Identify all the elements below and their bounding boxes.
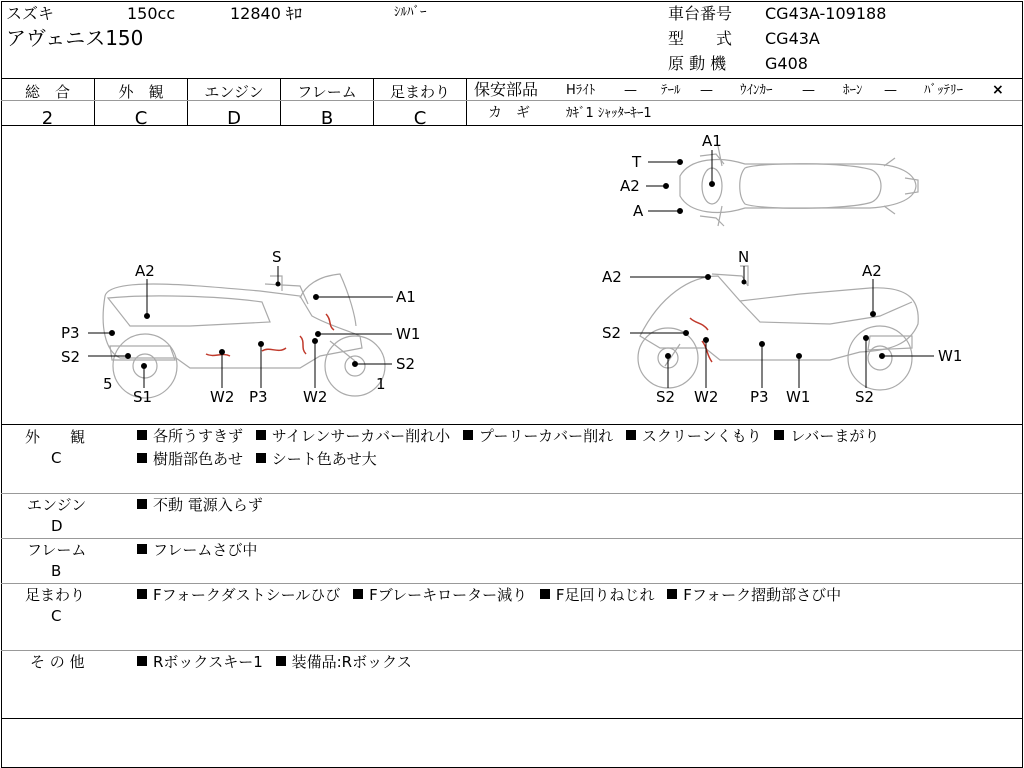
remark-grade: C xyxy=(51,607,62,625)
remark-item: Fブレーキローター減り xyxy=(369,586,528,604)
bullet-icon xyxy=(463,430,473,440)
remark-item: レバーまがり xyxy=(790,427,880,445)
diagram-label: W1 xyxy=(938,347,963,365)
grade-cell-suspension xyxy=(374,79,466,129)
diagram-label: W1 xyxy=(396,325,421,343)
remark-item: フレームさび中 xyxy=(153,541,258,559)
bullet-icon xyxy=(137,430,147,440)
safety-mark: — xyxy=(802,83,815,98)
remark-item: F足回りねじれ xyxy=(555,586,655,604)
scooter-left-view xyxy=(103,274,385,398)
remark-line xyxy=(137,498,263,513)
remark-item: Fフォーク摺動部さび中 xyxy=(683,586,842,604)
remark-line xyxy=(137,655,412,670)
remark-exterior xyxy=(0,425,1022,493)
scooter-right-view xyxy=(638,262,918,390)
grade-label: 外 観 xyxy=(118,83,164,101)
diagram-label: A xyxy=(633,202,644,220)
key-value: ｶｷﾞ1 ｼｬｯﾀｰｷｰ1 xyxy=(566,106,652,121)
diagram-label: 1 xyxy=(376,375,386,393)
damage-marks xyxy=(206,314,712,362)
remark-item: スクリーンくもり xyxy=(641,427,762,445)
displacement: 150cc xyxy=(127,4,176,23)
color: ｼﾙﾊﾞｰ xyxy=(394,5,427,20)
divider xyxy=(467,100,1022,101)
remark-label: 足まわり xyxy=(25,586,86,604)
grade-value: D xyxy=(227,108,241,129)
remark-grade: D xyxy=(51,517,63,535)
remark-item: プーリーカバー削れ xyxy=(478,427,614,445)
diagram-label: A1 xyxy=(396,288,416,306)
safety-item-battery: ﾊﾞｯﾃﾘｰ xyxy=(924,83,963,98)
grade-value: B xyxy=(320,108,334,129)
remark-item: シート色あせ大 xyxy=(271,450,377,468)
divider xyxy=(1,718,1022,719)
diagram-label: W2 xyxy=(210,388,235,406)
remark-engine xyxy=(0,494,1022,538)
safety-item-headlight: Hﾗｲﾄ xyxy=(566,83,596,98)
remark-grade: C xyxy=(51,449,62,467)
diagram-label: A1 xyxy=(702,132,722,150)
diagram-label: P3 xyxy=(750,388,769,406)
remark-suspension xyxy=(0,584,1022,650)
bullet-icon xyxy=(137,499,147,509)
model-name: アヴェニス150 xyxy=(6,26,144,50)
bullet-icon xyxy=(256,453,266,463)
remark-frame xyxy=(0,539,1022,583)
safety-mark: × xyxy=(992,82,1004,98)
bullet-icon xyxy=(540,589,550,599)
remark-item: 樹脂部色あせ xyxy=(153,450,244,468)
bullet-icon xyxy=(667,589,677,599)
bullet-icon xyxy=(774,430,784,440)
bullet-icon xyxy=(137,656,147,666)
safety-item-horn: ﾎｰﾝ xyxy=(843,83,863,98)
diagram-label: A2 xyxy=(620,177,640,195)
engine-value: G408 xyxy=(765,54,808,73)
remark-item: Rボックスキー1 xyxy=(153,653,263,671)
diagram-label: S2 xyxy=(61,348,81,366)
diagram-label: W1 xyxy=(786,388,811,406)
diagram-label: W2 xyxy=(694,388,719,406)
diagram-label: S2 xyxy=(602,324,622,342)
frame-no: CG43A-109188 xyxy=(765,4,887,23)
safety-mark: — xyxy=(624,83,637,98)
grade-label: エンジン xyxy=(204,83,264,101)
diagram-label: S xyxy=(272,248,282,266)
safety-parts-label: 保安部品 xyxy=(474,80,539,99)
grade-value: C xyxy=(134,108,148,129)
bullet-icon xyxy=(353,589,363,599)
remark-other xyxy=(0,651,1022,717)
remark-line xyxy=(137,452,377,467)
remark-item: サイレンサーカバー削れ小 xyxy=(271,427,451,445)
grade-cell-overall xyxy=(1,79,94,129)
type-value: CG43A xyxy=(765,29,820,48)
diagram-label: 5 xyxy=(103,375,113,393)
remark-line xyxy=(137,588,841,603)
frame-no-label: 車台番号 xyxy=(668,4,733,23)
grade-label: 足まわり xyxy=(389,83,450,101)
diagram-label: A2 xyxy=(602,268,622,286)
maker: スズキ xyxy=(6,4,55,23)
type-label: 型 式 xyxy=(668,29,733,48)
diagram-label: A2 xyxy=(135,262,155,280)
grade-value: C xyxy=(413,108,427,129)
remark-grade: B xyxy=(51,562,62,580)
diagram-label: W2 xyxy=(303,388,328,406)
safety-item-winker: ｳｲﾝｶｰ xyxy=(740,83,773,98)
remark-item: 不動 電源入らず xyxy=(153,496,263,514)
grade-cell-engine xyxy=(188,79,280,129)
diagram-label: T xyxy=(632,153,642,171)
key-label: カ ギ xyxy=(488,105,530,121)
bullet-icon xyxy=(626,430,636,440)
mileage: 12840 ｷﾛ xyxy=(230,4,302,23)
diagram-label: S2 xyxy=(656,388,676,406)
scooter-top-view xyxy=(680,146,918,226)
bullet-icon xyxy=(137,544,147,554)
diagram-label: A2 xyxy=(862,262,882,280)
bullet-icon xyxy=(256,430,266,440)
damage-diagram xyxy=(0,126,1024,424)
grade-label: フレーム xyxy=(297,83,357,101)
engine-label: 原 動 機 xyxy=(668,54,727,73)
grade-cell-frame xyxy=(281,79,373,129)
diagram-label: P3 xyxy=(249,388,268,406)
remark-item: 各所うすきず xyxy=(153,427,244,445)
grade-value: 2 xyxy=(41,108,54,129)
bullet-icon xyxy=(137,453,147,463)
remark-line xyxy=(137,543,257,558)
remark-item: 装備品:Rボックス xyxy=(291,653,412,671)
divider xyxy=(466,78,467,126)
diagram-label: S2 xyxy=(855,388,875,406)
diagram-label: P3 xyxy=(61,324,80,342)
grade-label: 総 合 xyxy=(24,83,70,101)
grade-cell-exterior xyxy=(95,79,187,129)
safety-mark: — xyxy=(884,83,897,98)
leader-lines xyxy=(88,150,934,388)
safety-item-tail: ﾃｰﾙ xyxy=(661,83,681,98)
remark-label: フレーム xyxy=(27,541,87,559)
safety-mark: — xyxy=(700,83,713,98)
remark-label: 外 観 xyxy=(25,428,86,446)
diagram-label: S1 xyxy=(133,388,153,406)
remark-item: Fフォークダストシールひび xyxy=(153,586,341,604)
diagram-label: N xyxy=(738,248,750,266)
remark-label: そ の 他 xyxy=(30,653,85,671)
bullet-icon xyxy=(137,589,147,599)
remark-line xyxy=(137,429,879,444)
bullet-icon xyxy=(276,656,286,666)
diagram-label: S2 xyxy=(396,355,416,373)
remark-label: エンジン xyxy=(27,496,87,514)
